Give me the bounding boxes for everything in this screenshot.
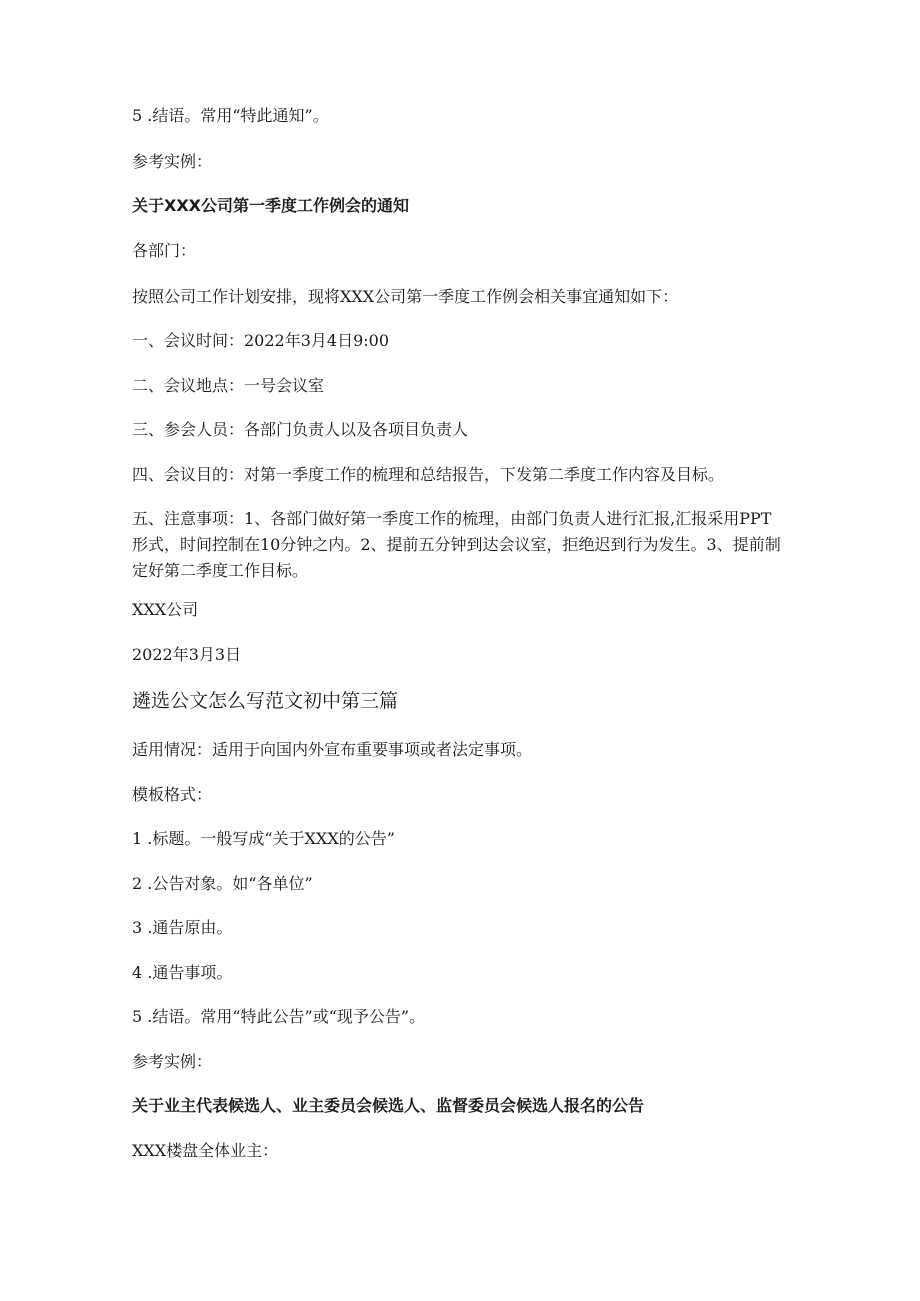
notice-recipient: 各部门：: [132, 241, 197, 260]
format-item-title: 1 .标题。一般写成“关于XXX的公告”: [132, 829, 395, 848]
example-label: 参考实例：: [132, 152, 213, 171]
example-label-2: 参考实例：: [132, 1052, 213, 1071]
notice-intro: 按照公司工作计划安排，现将XXX公司第一季度工作例会相关事宜通知如下：: [132, 287, 679, 306]
meeting-notes: 五、注意事项：1、各部门做好第一季度工作的梳理，由部门负责人进行汇报,汇报采用PPT形式，时间控制在10分钟之内。2、提前五分钟到达会议室，拒绝迟到行为发生。3、提前制定好第二季度工作目标。: [132, 509, 781, 580]
announcement-recipient: XXX楼盘全体业主：: [132, 1141, 279, 1160]
meeting-location: 二、会议地点：一号会议室: [132, 376, 325, 395]
meeting-purpose: 四、会议目的：对第一季度工作的梳理和总结报告，下发第二季度工作内容及目标。: [132, 465, 725, 484]
usage-description: 适用情况：适用于向国内外宣布重要事项或者法定事项。: [132, 740, 533, 759]
meeting-attendees: 三、参会人员：各部门负责人以及各项目负责人: [132, 420, 469, 439]
notice-signature-company: XXX公司: [132, 600, 199, 619]
format-item-closing: 5 .结语。常用“特此公告”或“现予公告”。: [132, 1007, 426, 1026]
closing-item-notice: 5 .结语。常用“特此通知”。: [132, 106, 329, 125]
notice-signature-date: 2022年3月3日: [132, 645, 242, 664]
notice-title: 关于XXX公司第一季度工作例会的通知: [132, 196, 410, 215]
format-item-reason: 3 .通告原由。: [132, 918, 233, 937]
section-heading: 遴选公文怎么写范文初中第三篇: [132, 690, 399, 712]
format-item-matters: 4 .通告事项。: [132, 963, 233, 982]
template-format-label: 模板格式：: [132, 785, 213, 804]
meeting-time: 一、会议时间：2022年3月4日9:00: [132, 331, 390, 350]
announcement-title: 关于业主代表候选人、业主委员会候选人、监督委员会候选人报名的公告: [132, 1096, 645, 1115]
format-item-audience: 2 .公告对象。如“各单位”: [132, 874, 313, 893]
